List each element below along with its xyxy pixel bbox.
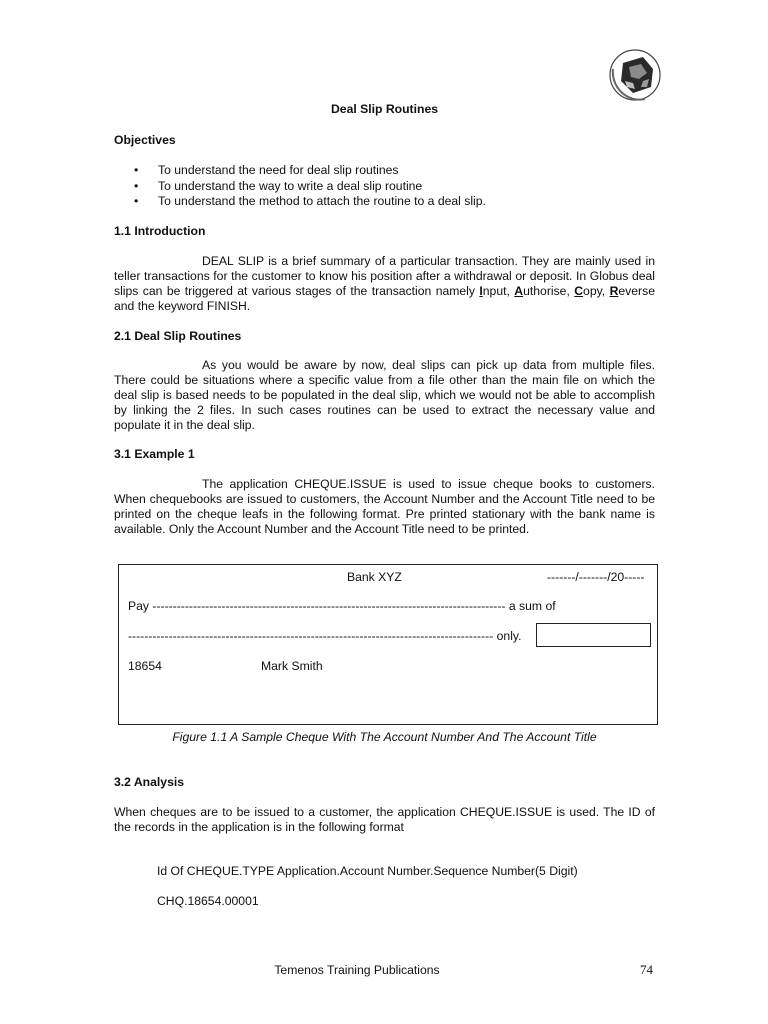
list-item: • To understand the method to attach the routine to a deal slip.: [114, 194, 486, 210]
introduction-paragraph: DEAL SLIP is a brief summary of a particular transaction. They are mainly used in teller transactions for the customer to know his position after a withdrawal or deposit. In Globus deal slips can be triggered at various stages of the transaction namely Input, Authorise, Copy, Reverse and the keyword FINISH.: [114, 254, 655, 313]
cheque-bank-name: Bank XYZ: [347, 570, 402, 584]
deal-slip-routines-heading: 2.1 Deal Slip Routines: [114, 329, 242, 343]
id-format-text: Id Of CHEQUE.TYPE Application.Account Number.Sequence Number(5 Digit): [157, 864, 578, 878]
page-title: Deal Slip Routines: [331, 102, 438, 116]
globe-logo-icon: [605, 47, 661, 105]
cheque-account-number: 18654: [128, 659, 162, 673]
sample-cheque: [118, 564, 658, 725]
page-number: 74: [640, 962, 653, 977]
figure-caption: Figure 1.1 A Sample Cheque With The Account Number And The Account Title: [172, 730, 597, 744]
example-id-text: CHQ.18654.00001: [157, 894, 259, 908]
analysis-heading: 3.2 Analysis: [114, 775, 185, 789]
example-heading: 3.1 Example 1: [114, 447, 195, 461]
list-item: • To understand the need for deal slip routines: [114, 163, 486, 179]
cheque-account-title: Mark Smith: [261, 659, 323, 673]
list-item: • To understand the way to write a deal slip routine: [114, 179, 486, 195]
cheque-amount-box: [536, 623, 651, 647]
deal-slip-routines-paragraph: As you would be aware by now, deal slips can pick up data from multiple files. There could be situations where a specific value from a file other than the main file on which the deal slip is based needs to be populated in the deal slip, which we would not be able to accomplish by linking the 2 files. In such cases routines can be used to extract the necessary value and populate it in the deal slip.: [114, 358, 655, 432]
cheque-only-line: ------------------------------------------------------------------------------------------ only.: [128, 629, 522, 643]
cheque-pay-line: Pay --------------------------------------------------------------------------------------- a sum of: [128, 599, 556, 613]
analysis-paragraph: When cheques are to be issued to a customer, the application CHEQUE.ISSUE is used. The ID of the records in the application is in the following format: [114, 805, 655, 834]
objectives-list: [114, 163, 486, 210]
introduction-heading: 1.1 Introduction: [114, 224, 206, 238]
footer-publisher: Temenos Training Publications: [274, 963, 440, 977]
objectives-heading: Objectives: [114, 133, 176, 147]
example-paragraph: The application CHEQUE.ISSUE is used to issue cheque books to customers. When chequebooks are issued to customers, the Account Number and the Account Title need to be printed on the cheque leafs in the following format. Pre printed stationary with the bank name is available. Only the Account Number and the Account Title need to be printed.: [114, 477, 655, 536]
cheque-date-line: -------/-------/20-----: [547, 570, 645, 584]
